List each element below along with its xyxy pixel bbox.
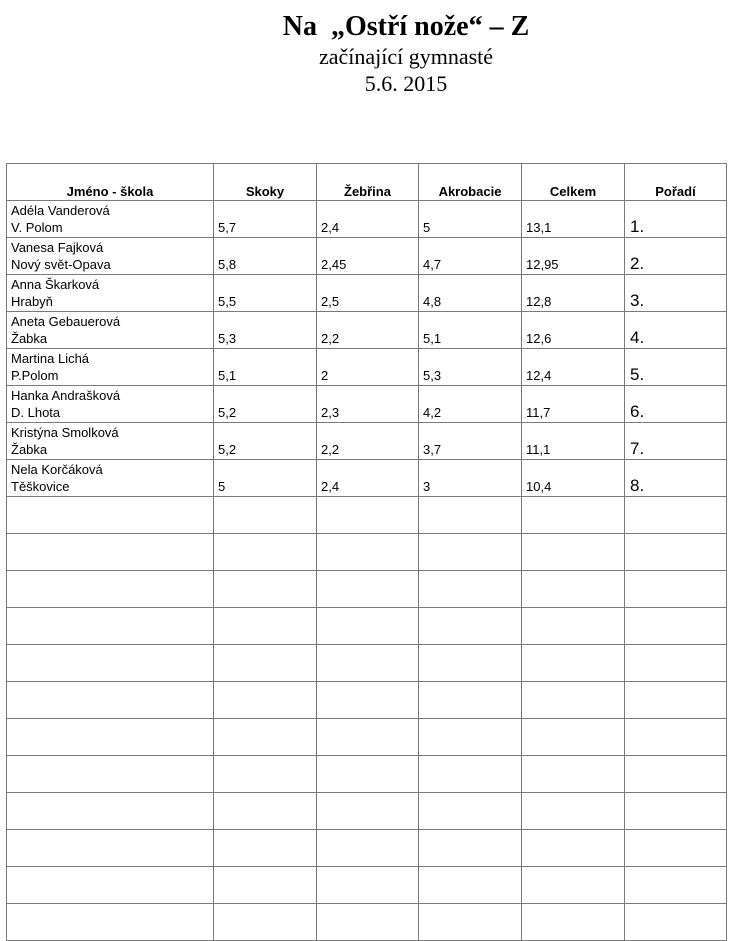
cell-akrobacie: 3 <box>419 460 522 497</box>
table-row <box>7 904 727 941</box>
cell-name-school <box>7 275 214 312</box>
cell-zebrina: 2,2 <box>317 423 419 460</box>
cell-zebrina <box>317 645 419 682</box>
cell-skoky: 5 <box>214 460 317 497</box>
cell-poradi <box>625 793 727 830</box>
cell-skoky <box>214 534 317 571</box>
table-row <box>7 534 727 571</box>
competitor-name: Hanka Andrašková <box>11 388 121 403</box>
cell-akrobacie <box>419 608 522 645</box>
cell-celkem: 10,4 <box>522 460 625 497</box>
cell-skoky <box>214 682 317 719</box>
cell-zebrina <box>317 756 419 793</box>
cell-poradi <box>625 497 727 534</box>
cell-skoky <box>214 608 317 645</box>
cell-poradi: 2. <box>625 238 727 275</box>
cell-poradi <box>625 682 727 719</box>
cell-akrobacie: 5,3 <box>419 349 522 386</box>
results-table <box>6 163 727 941</box>
cell-poradi: 6. <box>625 386 727 423</box>
competitor-name: Aneta Gebauerová <box>11 314 121 329</box>
column-header-akrobacie: Akrobacie <box>419 164 522 201</box>
cell-zebrina <box>317 497 419 534</box>
cell-skoky: 5,7 <box>214 201 317 238</box>
table-row <box>7 423 727 460</box>
competitor-school: Těškovice <box>11 479 70 494</box>
cell-celkem: 12,4 <box>522 349 625 386</box>
table-row <box>7 349 727 386</box>
cell-poradi <box>625 645 727 682</box>
cell-name-school <box>7 830 214 867</box>
cell-zebrina: 2,3 <box>317 386 419 423</box>
cell-zebrina <box>317 904 419 941</box>
cell-zebrina <box>317 534 419 571</box>
cell-skoky: 5,3 <box>214 312 317 349</box>
cell-akrobacie <box>419 830 522 867</box>
cell-name-school <box>7 497 214 534</box>
cell-akrobacie <box>419 571 522 608</box>
column-header-poradi: Pořadí <box>625 164 727 201</box>
cell-poradi <box>625 534 727 571</box>
cell-name-school <box>7 534 214 571</box>
cell-name-school <box>7 349 214 386</box>
cell-name-school <box>7 571 214 608</box>
cell-zebrina: 2,5 <box>317 275 419 312</box>
cell-akrobacie: 5,1 <box>419 312 522 349</box>
cell-name-school <box>7 423 214 460</box>
cell-akrobacie <box>419 534 522 571</box>
cell-skoky <box>214 571 317 608</box>
cell-zebrina: 2 <box>317 349 419 386</box>
cell-celkem <box>522 682 625 719</box>
competitor-name: Adéla Vanderová <box>11 203 110 218</box>
cell-skoky: 5,1 <box>214 349 317 386</box>
cell-name-school <box>7 645 214 682</box>
column-header-zebrina: Žebřina <box>317 164 419 201</box>
competitor-school: P.Polom <box>11 368 59 383</box>
cell-akrobacie <box>419 645 522 682</box>
cell-name-school <box>7 608 214 645</box>
cell-skoky <box>214 867 317 904</box>
cell-skoky <box>214 756 317 793</box>
cell-skoky: 5,2 <box>214 386 317 423</box>
cell-poradi <box>625 719 727 756</box>
cell-akrobacie: 5 <box>419 201 522 238</box>
cell-celkem <box>522 830 625 867</box>
cell-akrobacie <box>419 756 522 793</box>
cell-poradi: 7. <box>625 423 727 460</box>
table-row <box>7 756 727 793</box>
cell-zebrina <box>317 682 419 719</box>
cell-name-school <box>7 238 214 275</box>
cell-celkem <box>522 534 625 571</box>
competitor-school: D. Lhota <box>11 405 61 420</box>
cell-skoky: 5,2 <box>214 423 317 460</box>
cell-skoky <box>214 830 317 867</box>
cell-name-school <box>7 719 214 756</box>
competitor-name: Nela Korčáková <box>11 462 103 477</box>
cell-name-school <box>7 904 214 941</box>
table-row <box>7 201 727 238</box>
cell-akrobacie <box>419 719 522 756</box>
cell-skoky: 5,5 <box>214 275 317 312</box>
cell-celkem: 13,1 <box>522 201 625 238</box>
cell-skoky <box>214 497 317 534</box>
cell-akrobacie: 4,2 <box>419 386 522 423</box>
cell-poradi: 3. <box>625 275 727 312</box>
table-row <box>7 830 727 867</box>
cell-poradi <box>625 830 727 867</box>
cell-poradi: 1. <box>625 201 727 238</box>
cell-zebrina <box>317 793 419 830</box>
cell-akrobacie <box>419 904 522 941</box>
cell-celkem: 11,7 <box>522 386 625 423</box>
cell-celkem <box>522 793 625 830</box>
event-date: 5.6. 2015 <box>364 71 448 96</box>
cell-name-school <box>7 460 214 497</box>
cell-name-school <box>7 756 214 793</box>
cell-skoky <box>214 793 317 830</box>
cell-celkem <box>522 571 625 608</box>
cell-akrobacie: 3,7 <box>419 423 522 460</box>
table-row <box>7 867 727 904</box>
competitor-school: Hrabyň <box>11 294 53 309</box>
cell-zebrina <box>317 608 419 645</box>
cell-poradi: 4. <box>625 312 727 349</box>
cell-celkem <box>522 497 625 534</box>
cell-poradi <box>625 571 727 608</box>
column-header-celkem: Celkem <box>522 164 625 201</box>
column-header-skoky: Skoky <box>214 164 317 201</box>
page-title: Na „Ostří nože“ – Z <box>282 11 530 42</box>
cell-celkem: 12,8 <box>522 275 625 312</box>
table-row <box>7 608 727 645</box>
competitor-school: Žabka <box>11 442 48 457</box>
table-row <box>7 793 727 830</box>
cell-zebrina <box>317 867 419 904</box>
results-body <box>7 201 727 941</box>
cell-celkem: 11,1 <box>522 423 625 460</box>
table-row <box>7 719 727 756</box>
table-row <box>7 238 727 275</box>
cell-poradi: 8. <box>625 460 727 497</box>
competitor-school: Žabka <box>11 331 48 346</box>
page-subtitle: začínající gymnasté <box>318 44 494 69</box>
table-row <box>7 460 727 497</box>
table-row <box>7 386 727 423</box>
table-header-row <box>7 164 727 201</box>
cell-akrobacie <box>419 682 522 719</box>
cell-akrobacie <box>419 497 522 534</box>
cell-akrobacie <box>419 867 522 904</box>
competitor-name: Anna Škarková <box>11 277 100 292</box>
cell-poradi <box>625 904 727 941</box>
cell-zebrina <box>317 571 419 608</box>
competitor-name: Kristýna Smolková <box>11 425 119 440</box>
cell-celkem: 12,6 <box>522 312 625 349</box>
cell-zebrina <box>317 719 419 756</box>
cell-zebrina: 2,2 <box>317 312 419 349</box>
cell-zebrina <box>317 830 419 867</box>
cell-poradi <box>625 867 727 904</box>
cell-skoky: 5,8 <box>214 238 317 275</box>
cell-skoky <box>214 904 317 941</box>
competitor-name: Vanesa Fajková <box>11 240 104 255</box>
cell-celkem <box>522 645 625 682</box>
competitor-school: V. Polom <box>11 220 63 235</box>
cell-celkem <box>522 904 625 941</box>
cell-celkem <box>522 867 625 904</box>
cell-name-school <box>7 386 214 423</box>
table-row <box>7 275 727 312</box>
table-row <box>7 682 727 719</box>
cell-akrobacie: 4,8 <box>419 275 522 312</box>
cell-zebrina: 2,45 <box>317 238 419 275</box>
cell-name-school <box>7 682 214 719</box>
table-row <box>7 645 727 682</box>
table-row <box>7 497 727 534</box>
cell-name-school <box>7 312 214 349</box>
competitor-name: Martina Lichá <box>11 351 90 366</box>
table-row <box>7 571 727 608</box>
competitor-school: Nový svět-Opava <box>11 257 111 272</box>
cell-celkem <box>522 756 625 793</box>
cell-zebrina: 2,4 <box>317 460 419 497</box>
table-row <box>7 312 727 349</box>
cell-akrobacie: 4,7 <box>419 238 522 275</box>
cell-name-school <box>7 201 214 238</box>
cell-poradi <box>625 756 727 793</box>
cell-skoky <box>214 719 317 756</box>
column-header-name-school: Jméno - škola <box>7 164 214 201</box>
cell-celkem <box>522 608 625 645</box>
cell-celkem <box>522 719 625 756</box>
cell-name-school <box>7 867 214 904</box>
cell-celkem: 12,95 <box>522 238 625 275</box>
cell-name-school <box>7 793 214 830</box>
cell-poradi: 5. <box>625 349 727 386</box>
cell-skoky <box>214 645 317 682</box>
cell-zebrina: 2,4 <box>317 201 419 238</box>
cell-akrobacie <box>419 793 522 830</box>
cell-poradi <box>625 608 727 645</box>
